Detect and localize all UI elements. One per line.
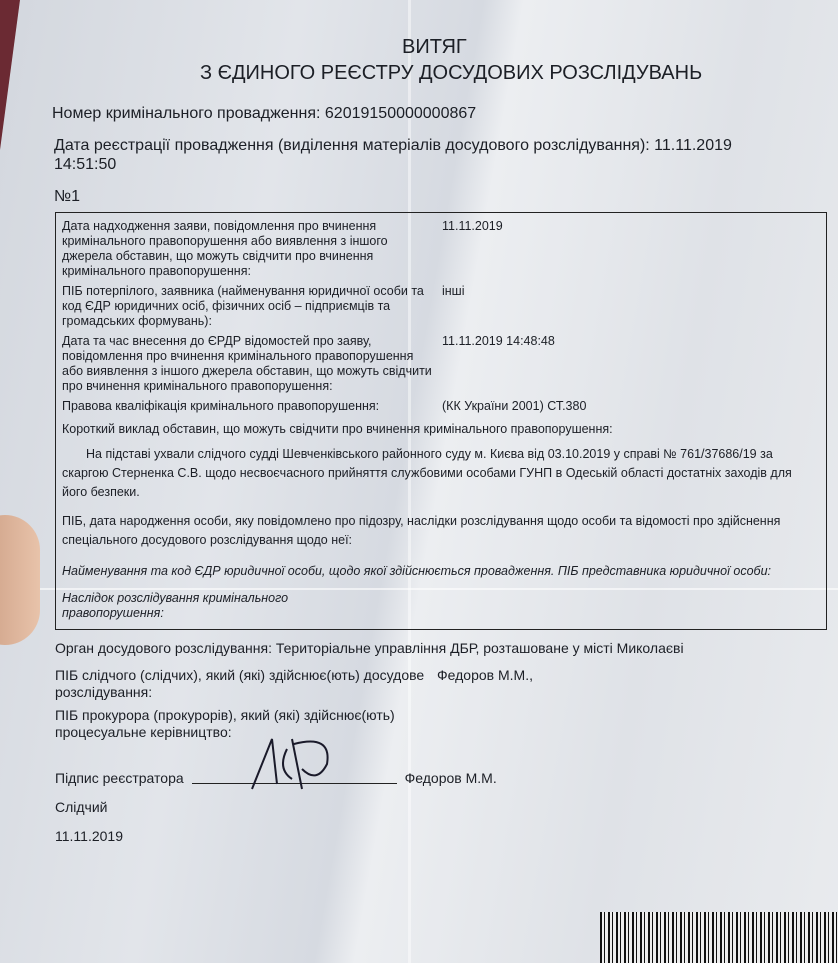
- thumb: [0, 515, 40, 645]
- summary-label: Короткий виклад обставин, що можуть свідчити про вчинення кримінального правопорушення:: [62, 422, 613, 436]
- row-value: інші: [442, 284, 465, 298]
- row-value: (КК України 2001) СТ.380: [442, 399, 587, 413]
- table-row: [62, 284, 820, 329]
- prosecutor-label: ПІБ прокурора (прокурорів), який (які) здійснює(ють) процесуальне керівництво:: [55, 707, 395, 740]
- legal-entity-label: Найменування та код ЄДР юридичної особи, щодо якої здійснюється провадження. ПІБ представника юридичної особи:: [62, 564, 771, 578]
- suspect-label: ПІБ, дата народження особи, яку повідомлено про підозру, наслідки розслідування щодо особи та відомості про здійснення спеціального досудового розслідування щодо неї:: [62, 514, 781, 547]
- document-body: [55, 212, 827, 845]
- register-table: [55, 212, 827, 630]
- entry-number: №1: [54, 188, 81, 205]
- signature-line: [192, 783, 397, 784]
- summary-text: На підставі ухвали слідчого судді Шевченківського районного суду м. Києва від 03.10.2019 у справі № 761/37686/19 за скаргою Стерненка С.В. щодо несвоєчасного прийняття службовими особами ГУНП в Одеській області достатніх заходів для його безпеки.: [62, 447, 792, 499]
- investigator-label: ПІБ слідчого (слідчих), який (які) здійснює(ють) досудове розслідування:: [55, 667, 425, 700]
- row-label: Правова кваліфікація кримінального правопорушення:: [62, 399, 380, 413]
- registration-date: Дата реєстрації провадження (виділення матеріалів досудового розслідування): 11.11.2019: [54, 137, 732, 154]
- signature-label: Підпис реєстратора: [55, 770, 184, 786]
- signature-image: [232, 729, 352, 799]
- signature-name: Федоров М.М.: [404, 770, 497, 786]
- document-title: ВИТЯГ: [402, 36, 467, 58]
- document-date: 11.11.2019: [55, 828, 123, 844]
- investigator-row: [55, 667, 827, 701]
- table-row: [62, 219, 820, 279]
- barcode: [600, 912, 838, 963]
- position: Слідчий: [55, 799, 108, 815]
- investigator-value: Федоров М.М.,: [437, 667, 533, 683]
- document-subtitle: З ЄДИНОГО РЕЄСТРУ ДОСУДОВИХ РОЗСЛІДУВАНЬ: [200, 62, 703, 84]
- row-label: ПІБ потерпілого, заявника (найменування юридичної особи та код ЄДР юридичних осіб, фізичних осіб – підприємців та громадських формувань):: [62, 284, 424, 328]
- registration-time: 14:51:50: [54, 156, 117, 173]
- row-value: 11.11.2019: [442, 219, 503, 233]
- table-row: [62, 334, 820, 394]
- case-number: Номер кримінального провадження: 62019150000000867: [52, 105, 477, 122]
- signature-row: [55, 747, 827, 787]
- investigation-body: Орган досудового розслідування: Територіальне управління ДБР, розташоване у місті Миколаєві: [55, 640, 684, 656]
- row-value: 11.11.2019 14:48:48: [442, 334, 555, 348]
- row-label: Дата та час внесення до ЄРДР відомостей про заяву, повідомлення про вчинення кримінального правопорушення або виявлення з іншого джерела обставин, що можуть свідчити про вчинення кримінального правопорушення:: [62, 334, 432, 393]
- row-label: Дата надходження заяви, повідомлення про вчинення кримінального правопорушення або виявлення з іншого джерела обставин, що можуть свідчити про вчинення кримінального правопорушення:: [62, 219, 388, 278]
- result-label: Наслідок розслідування кримінального правопорушення:: [62, 591, 289, 620]
- table-row: [62, 399, 820, 414]
